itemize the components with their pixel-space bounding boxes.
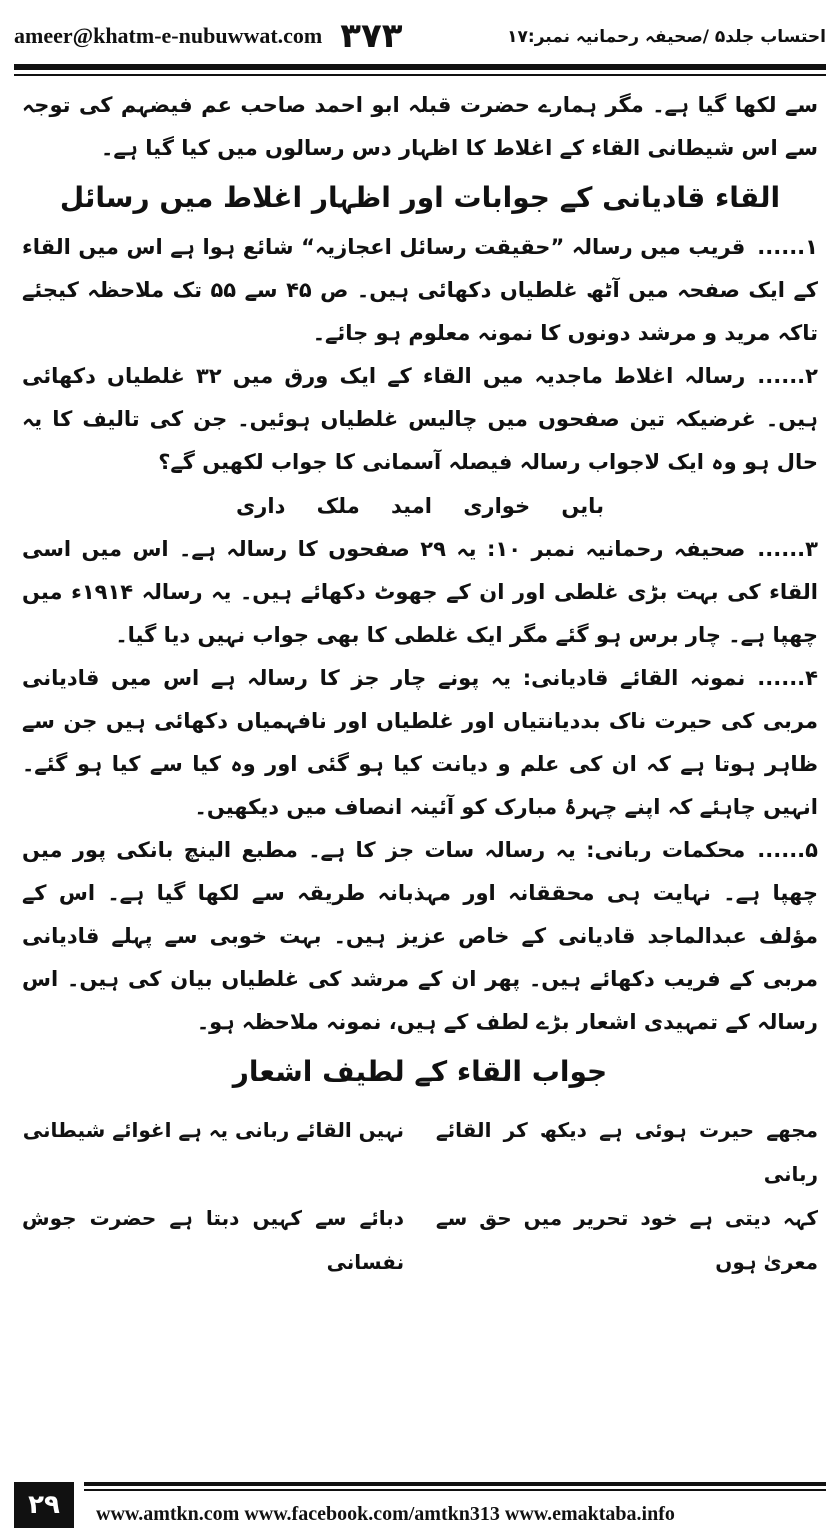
list-item-3 bbox=[22, 528, 818, 657]
item-text: محکمات ربانی: یہ رسالہ سات جز کا ہے۔ مطبع الینچ بانکی پور میں چھپا ہے۔ نہایت ہی محققانہ اور مہذبانہ طریقہ سے لکھا گیا ہے۔ اس کے مؤلف عبدالماجد قادیانی کے خاص عزیز ہیں۔ بہت خوبی سے پہلے قادیانی مربی کے فریب دکھائے ہیں۔ پھر ان کے مرشد کی غلطیاں بیان کی ہیں۔ اس رسالہ کے تمہیدی اشعار بڑے لطف کے ہیں، نمونہ ملاحظہ ہو۔ bbox=[22, 838, 818, 1034]
couplet-hemistich-right: مجھے حیرت ہوئی ہے دیکھ کر القائے ربانی bbox=[435, 1118, 818, 1186]
list-item-4 bbox=[22, 657, 818, 829]
couplet-hemistich-left: نہیں القائے ربانی یہ ہے اغوائے شیطانی bbox=[22, 1118, 405, 1142]
running-head: احتساب جلد۵ /صحیفہ رحمانیہ نمبر:۱۷ bbox=[507, 26, 826, 47]
header-rule-thick bbox=[14, 64, 826, 70]
couplet-hemistich-left: دبائے سے کہیں دبتا ہے حضرت جوش نفسانی bbox=[22, 1206, 405, 1274]
footer-links: www.amtkn.com www.facebook.com/amtkn313 www.emaktaba.info bbox=[96, 1503, 675, 1525]
item-text: رسالہ اغلاط ماجدیہ میں القاء کے ایک ورق میں ۳۲ غلطیاں دکھائی ہیں۔ غرضیکہ تین صفحوں میں چالیس غلطیاں ہوئیں۔ جن کی تالیف کا یہ حال ہو وہ ایک لاجواب رسالہ فیصلہ آسمانی کا جواب لکھیں گے؟ bbox=[22, 364, 818, 474]
section-heading-2: جواب القاء کے لطیف اشعار bbox=[232, 1055, 608, 1088]
list-item-5 bbox=[22, 829, 818, 1044]
couplet-row bbox=[22, 1196, 818, 1284]
header-email: ameer@khatm-e-nubuwwat.com bbox=[14, 23, 323, 48]
header-left bbox=[14, 16, 403, 56]
header-rule-thin bbox=[14, 74, 826, 76]
footer-rule-thin bbox=[84, 1489, 826, 1491]
page-footer bbox=[14, 1482, 826, 1528]
item-text: صحیفہ رحمانیہ نمبر ۱۰: یہ ۲۹ صفحوں کا رسالہ ہے۔ اس میں اسی القاء کی بہت بڑی غلطی اور ان کے جھوٹ دکھائے ہیں۔ یہ رسالہ ۱۹۱۴ء میں چھپا ہے۔ چار برس ہو گئے مگر ایک غلطی کا بھی جواب نہیں دیا گیا۔ bbox=[22, 537, 818, 647]
item-text: قریب میں رسالہ ”حقیقت رسائل اعجازیہ“ شائع ہوا ہے اس میں القاء کے ایک صفحہ میں آٹھ غلطیاں دکھائی ہیں۔ ص ۴۵ سے ۵۵ تک ملاحظہ کیجئے تاکہ مرید و مرشد دونوں کا نمونہ معلوم ہو جائے۔ bbox=[22, 235, 818, 345]
item-number: ۲...... bbox=[757, 364, 818, 388]
persian-verse: بایں خواری امید ملک داری bbox=[236, 494, 604, 518]
section-heading-1: القاء قادیانی کے جوابات اور اظہار اغلاط میں رسائل bbox=[59, 181, 781, 214]
page-body bbox=[22, 84, 818, 1434]
footer-rule-thick bbox=[84, 1482, 826, 1486]
item-number: ۱...... bbox=[757, 235, 818, 259]
list-item-2 bbox=[22, 355, 818, 484]
item-text: نمونہ القائے قادیانی: یہ پونے چار جز کا رسالہ ہے اس میں قادیانی مربی کی حیرت ناک بددیانتیاں اور غلطیاں اور نافہمیاں دکھائی ہیں جن سے ظاہر ہوتا ہے کہ ان کی علم و دیانت کیا ہو گئی اور وہ کیا سے کیا ہو گئے۔ انہیں چاہئے کہ اپنے چہرۂ مبارک کو آئینہ انصاف میں دیکھیں۔ bbox=[22, 666, 818, 819]
item-number: ۵...... bbox=[757, 838, 818, 862]
footer-page-number: ۲۹ bbox=[14, 1482, 74, 1528]
item-number: ۳...... bbox=[757, 537, 818, 561]
couplet-hemistich-right: کہہ دیتی ہے خود تحریر میں حق سے معریٰ ہوں bbox=[435, 1206, 818, 1274]
header-page-number: ۳۷۳ bbox=[340, 16, 403, 56]
page-header bbox=[14, 14, 826, 58]
couplet-row bbox=[22, 1108, 818, 1196]
item-number: ۴...... bbox=[757, 666, 818, 690]
list-item-1 bbox=[22, 226, 818, 355]
couplets bbox=[22, 1108, 818, 1284]
intro-paragraph: سے لکھا گیا ہے۔ مگر ہمارے حضرت قبلہ ابو احمد صاحب عم فیضہم کی توجہ سے اس شیطانی القاء کے اغلاط کا اظہار دس رسالوں میں کیا گیا ہے۔ bbox=[22, 93, 818, 160]
